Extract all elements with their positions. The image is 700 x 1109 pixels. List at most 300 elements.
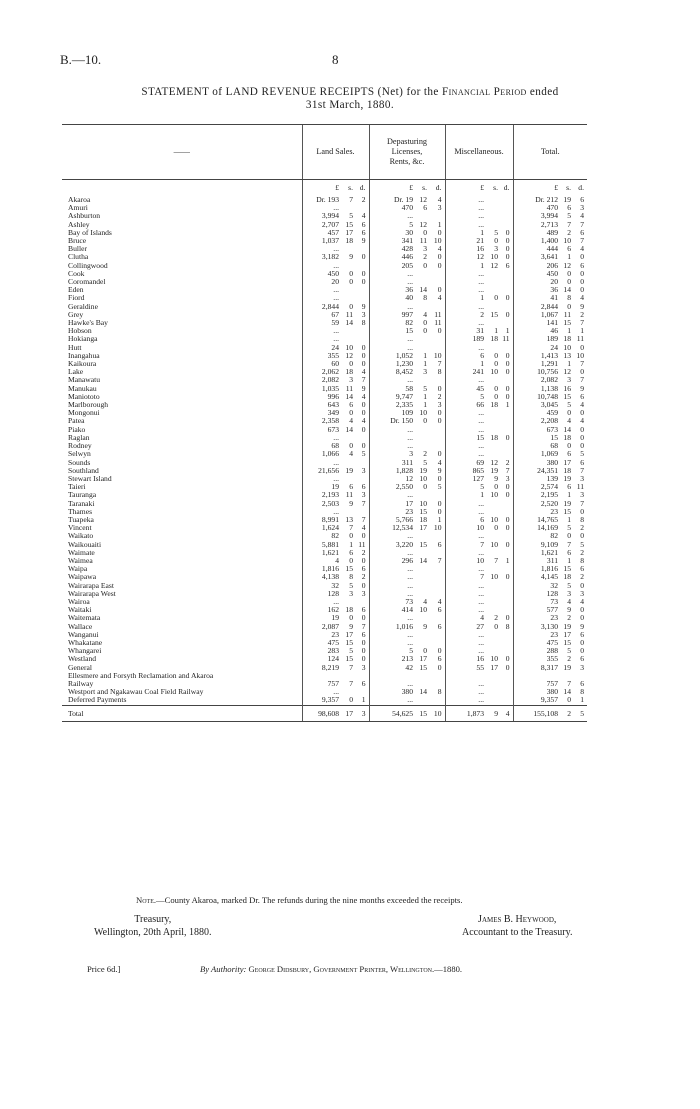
table-row [62,376,587,384]
dep-pence: 7 [437,556,442,565]
land-pence [356,688,369,696]
misc-pounds: 12 [445,253,487,261]
land-pence: 0 [361,278,366,287]
land-shillings: 0 [349,532,353,541]
dep-pence [430,696,445,705]
district-name: Waipa [68,565,88,574]
total-pence: 7 [580,319,584,328]
dep-pence [430,672,445,680]
district-name: Bay of Islands [68,228,112,237]
misc-pence [501,680,513,688]
misc-shillings [487,590,501,598]
table-row [62,557,587,565]
total-pounds: 444 [513,245,561,253]
dep-shillings [416,303,430,311]
table-header-row [62,125,587,180]
misc-pounds: ... [445,417,487,425]
total-pence: 0 [580,638,584,647]
dep-pounds: 2,550 [369,483,416,491]
misc-pounds: 865 [445,467,487,475]
dep-pence: 6 [437,622,442,631]
misc-pence [501,409,513,417]
land-pounds: Dr. 193 [302,196,342,204]
dep-shillings: 19 [419,466,427,475]
table-row [62,475,587,483]
table-row [62,450,587,458]
misc-pence [501,647,513,655]
total-pence: 0 [580,647,584,656]
dep-pence: 11 [434,319,442,328]
dep-pounds: ... [369,303,416,311]
misc-pounds: ... [445,278,487,286]
total-pence: 6 [580,655,584,664]
dep-shillings: 6 [423,204,427,213]
table-row [62,582,587,590]
dep-pounds: 1,230 [369,360,416,368]
land-pounds: 2,503 [302,500,342,508]
misc-shillings: 0 [494,622,498,631]
dep-pence: 4 [437,196,442,204]
dep-shillings [416,639,430,647]
misc-pounds: ... [445,598,487,606]
total-shillings: 3 [567,589,571,598]
misc-pence: 3 [505,474,510,483]
total-pence: 0 [580,532,584,541]
land-shillings [342,508,356,516]
table-row [62,221,587,229]
total-pounds: 3,994 [513,212,561,220]
district-name: Waipawa [68,573,97,582]
total-shillings: 14 [563,688,571,697]
total-shillings: 2 [567,655,571,664]
misc-pence: 1 [505,556,510,565]
total-pounds: 10,748 [513,393,561,401]
total-shillings: 5 [567,524,571,533]
land-shillings: 17 [345,630,353,639]
land-shillings: 12 [345,351,353,360]
dep-shillings: 4 [423,310,427,319]
dep-pence: 0 [437,286,442,295]
misc-pounds: 10 [445,557,487,565]
dep-pounds: ... [369,680,416,688]
total-pence: 2 [580,573,584,582]
total-pence: 0 [580,581,584,590]
misc-pounds: ... [445,376,487,384]
district-name: Bruce [68,237,87,246]
total-pence: 9 [580,384,584,393]
total-shillings: 0 [567,278,571,287]
table-row [62,344,587,352]
district-name: Geraldine [68,302,98,311]
dep-shillings: 0 [423,261,427,270]
total-pounds: 9,109 [513,541,561,549]
land-pounds: 128 [302,590,342,598]
land-shillings: 7 [349,679,353,688]
district-name: Marlborough [68,401,109,410]
dep-shillings: 12 [419,196,427,204]
dep-shillings [416,434,430,442]
dep-pounds: 73 [369,598,416,606]
land-pounds: 67 [302,311,342,319]
misc-pounds: ... [445,344,487,352]
dep-pence: 1 [437,220,442,229]
dep-shillings: 11 [419,237,427,246]
district-name: Sounds [68,458,91,467]
misc-pence [501,672,513,680]
misc-shillings [487,639,501,647]
misc-pounds: 16 [445,655,487,663]
land-shillings: 3 [349,376,353,385]
district-name: Cook [68,269,85,278]
misc-pence [501,344,513,352]
misc-pence [501,278,513,286]
total-shillings: 0 [567,269,571,278]
misc-pence [501,303,513,311]
total-pounds: 1,400 [513,237,561,245]
table-row [62,237,587,245]
dep-shillings: 1 [423,351,427,360]
misc-pounds: ... [445,286,487,294]
dep-pence: 0 [437,663,442,672]
dep-pounds: 1,016 [369,623,416,631]
total-pounds: 355 [513,655,561,663]
dep-shillings: 14 [419,286,427,295]
total-pounds: 15 [513,434,561,442]
total-pounds: 68 [513,442,561,450]
dep-pence: 0 [437,384,442,393]
district-name: Railway [68,679,94,688]
land-shillings: 18 [345,606,353,615]
land-shillings: 4 [349,417,353,426]
land-pounds: 349 [302,409,342,417]
dep-pence: 0 [437,409,442,418]
total-pence: 1 [580,327,584,336]
misc-pence [501,639,513,647]
dep-pence [430,491,445,499]
total-pounds: 41 [513,294,561,302]
land-pounds: 20 [302,278,342,286]
land-pounds: 673 [302,426,342,434]
misc-pence: 0 [505,392,510,401]
total-shillings: 18 [563,335,571,344]
district-name: Taieri [68,483,86,492]
misc-pounds: ... [445,606,487,614]
total-pence: 5 [580,540,584,549]
misc-shillings [487,270,501,278]
dep-shillings [416,590,430,598]
land-pounds: ... [302,327,342,335]
table-row [62,434,587,442]
dep-shillings [416,549,430,557]
table-row [62,655,587,663]
dep-pounds: 1,828 [369,467,416,475]
land-pence [356,245,369,253]
land-shillings [342,434,356,442]
land-shillings: 4 [349,450,353,459]
land-pence: 9 [361,302,366,311]
total-pence [574,672,587,680]
land-pounds: 2,358 [302,417,342,425]
misc-pounds: 1 [445,360,487,368]
dep-pounds: 36 [369,286,416,294]
total-shillings [561,672,574,680]
total-pence: 4 [580,401,584,410]
land-pounds: 643 [302,401,342,409]
misc-shillings [487,688,501,696]
dep-pounds: ... [369,565,416,573]
land-pence: 4 [361,524,366,533]
total-pence: 2 [580,524,584,533]
land-shillings: 19 [345,466,353,475]
misc-pounds: 5 [445,393,487,401]
table-row [62,483,587,491]
table-row [62,426,587,434]
land-shillings: 0 [349,302,353,311]
dep-shillings [416,573,430,581]
dep-pounds: Dr. 150 [369,417,416,425]
dep-shillings [416,631,430,639]
land-pounds: 475 [302,639,342,647]
total-shillings: 1 [567,360,571,369]
land-pence [356,508,369,516]
misc-pounds: 66 [445,401,487,409]
land-pence: 0 [361,409,366,418]
dep-pounds: 5,766 [369,516,416,524]
district-name: Waimea [68,556,93,565]
misc-pence: 0 [505,524,510,533]
misc-shillings: 0 [494,360,498,369]
dep-pence [430,442,445,450]
misc-pence: 6 [505,261,510,270]
misc-pence [501,196,513,204]
misc-shillings: 0 [494,483,498,492]
misc-pounds: 189 [445,335,487,343]
total-pounds: 2,844 [513,303,561,311]
total-pence: 4 [580,417,584,426]
dep-shillings: 0 [423,483,427,492]
dep-pounds: 2,335 [369,401,416,409]
land-pence: 0 [361,425,366,434]
misc-shillings: 3 [494,245,498,254]
total-pounds: 4,145 [513,573,561,581]
land-pounds: ... [302,262,342,270]
dep-pounds: ... [369,212,416,220]
dep-pence: 0 [437,647,442,656]
misc-shillings [487,565,501,573]
misc-pence: 1 [505,327,510,336]
land-pence [356,434,369,442]
district-name: Fiord [68,294,85,303]
dep-pence [430,573,445,581]
total-shillings: 19 [563,663,571,672]
document-reference: B.—10. [60,52,102,67]
total-shillings: 5 [567,212,571,221]
misc-pounds: ... [445,204,487,212]
district-name: Hobson [68,327,92,336]
table-row [62,294,587,302]
dep-shillings: 15 [419,540,427,549]
land-pence: 6 [361,483,366,492]
land-pence [356,672,369,680]
misc-pence [501,606,513,614]
land-shillings: 0 [349,269,353,278]
dep-pounds: ... [369,573,416,581]
total-pence: 0 [580,409,584,418]
dep-pence [430,639,445,647]
land-shillings: 17 [345,228,353,237]
land-shillings: 0 [349,409,353,418]
misc-shillings [487,221,501,229]
misc-pounds: 6 [445,352,487,360]
district-name: General [68,663,93,672]
total-pounds: 288 [513,647,561,655]
misc-pounds: 6 [445,516,487,524]
land-shillings [342,204,356,212]
total-pence: 8 [580,515,584,524]
misc-pence [501,688,513,696]
total-shillings: 4 [567,597,571,606]
table-row [62,565,587,573]
misc-pence: 0 [505,360,510,369]
district-name: Wairarapa West [68,589,116,598]
title-date: 31st March, 1880. [305,99,395,111]
misc-pounds: ... [445,426,487,434]
land-pence: 3 [361,663,366,672]
land-pence: 4 [361,392,366,401]
misc-pence: 7 [505,466,510,475]
dep-pence: 0 [437,450,442,459]
misc-shillings [487,606,501,614]
dep-shillings [416,582,430,590]
total-shillings: 10 [563,343,571,352]
land-pence: 0 [361,269,366,278]
table-total-section [62,705,587,721]
land-pence: 0 [361,442,366,451]
total-pounds: 24,351 [513,467,561,475]
total-shillings: 0 [567,409,571,418]
land-shillings [342,475,356,483]
land-shillings [342,598,356,606]
land-pence: 0 [361,556,366,565]
dep-pence [430,278,445,286]
footnote-text: —County Akaroa, marked Dr. The refunds during the nine months exceeded the receipts. [156,895,463,905]
dep-pounds: ... [369,532,416,540]
dep-shillings [416,278,430,286]
total-pence: 3 [580,491,584,500]
land-pounds: 450 [302,270,342,278]
total-pence: 2 [580,548,584,557]
misc-pounds: 7 [445,573,487,581]
total-pounds: 3,045 [513,401,561,409]
total-pounds: 1,067 [513,311,561,319]
district-name: Piako [68,425,86,434]
misc-shillings: 10 [490,491,498,500]
misc-pence [501,508,513,516]
land-pounds: 355 [302,352,342,360]
misc-shillings: 2 [494,614,498,623]
land-pounds: 59 [302,319,342,327]
dep-shillings: 17 [419,524,427,533]
dep-shillings: 1 [423,392,427,401]
table-body [62,180,587,706]
land-pence [356,286,369,294]
total-pounds: 24 [513,344,561,352]
total-shillings: 10 [563,237,571,246]
land-pounds: ... [302,204,342,212]
total-pence: 2 [580,310,584,319]
misc-shillings [487,303,501,311]
misc-shillings: 10 [490,540,498,549]
dep-pounds: 15 [369,327,416,335]
total-shillings: 3 [567,376,571,385]
dep-pounds: ... [369,335,416,343]
misc-pence [501,631,513,639]
dep-shillings: 12 [419,220,427,229]
land-shillings: 0 [349,360,353,369]
land-pence: 7 [361,376,366,385]
district-name: Manukau [68,384,97,393]
dep-pounds: 5 [369,221,416,229]
land-pence: 0 [361,351,366,360]
dep-pence: 8 [437,688,442,697]
dep-pence: 2 [437,392,442,401]
total-pence: 8 [580,556,584,565]
land-shillings [342,459,356,467]
district-name: Inangahua [68,351,100,360]
table-row [62,401,587,409]
header-total: Total. [513,125,587,180]
district-name: Waimate [68,548,95,557]
land-pounds: 68 [302,442,342,450]
dep-shillings: 1 [423,401,427,410]
district-name: Mongonui [68,409,100,418]
dep-shillings: 0 [423,417,427,426]
total-pounds: 1,291 [513,360,561,368]
total-pence: 1 [580,696,584,705]
land-shillings [342,672,356,680]
table-row [62,549,587,557]
land-pence: 0 [361,253,366,262]
misc-pence [501,598,513,606]
dep-pounds: 5 [369,647,416,655]
total-pence: 7 [580,376,584,385]
land-pounds: 21,656 [302,467,342,475]
table-row [62,319,587,327]
dep-pounds: ... [369,582,416,590]
footnote-prefix: Note. [136,895,157,905]
district-name: Manawatu [68,376,101,385]
land-shillings: 1 [349,540,353,549]
total-pounds: 475 [513,639,561,647]
total-pounds: 46 [513,327,561,335]
total-pence: 8 [580,688,584,697]
misc-shillings [487,344,501,352]
misc-shillings: 1 [494,327,498,336]
district-name: Lake [68,368,84,377]
land-pounds: 283 [302,647,342,655]
dep-pounds: 446 [369,253,416,261]
district-name: Hawke's Bay [68,319,108,328]
land-pence: 0 [361,655,366,664]
dep-shillings: 2 [423,253,427,262]
dep-pence: 6 [437,606,442,615]
misc-shillings [487,450,501,458]
total-pence: 9 [580,622,584,631]
land-pence: 2 [361,196,366,204]
dep-pence: 0 [437,228,442,237]
misc-pounds: 31 [445,327,487,335]
misc-pence [501,582,513,590]
